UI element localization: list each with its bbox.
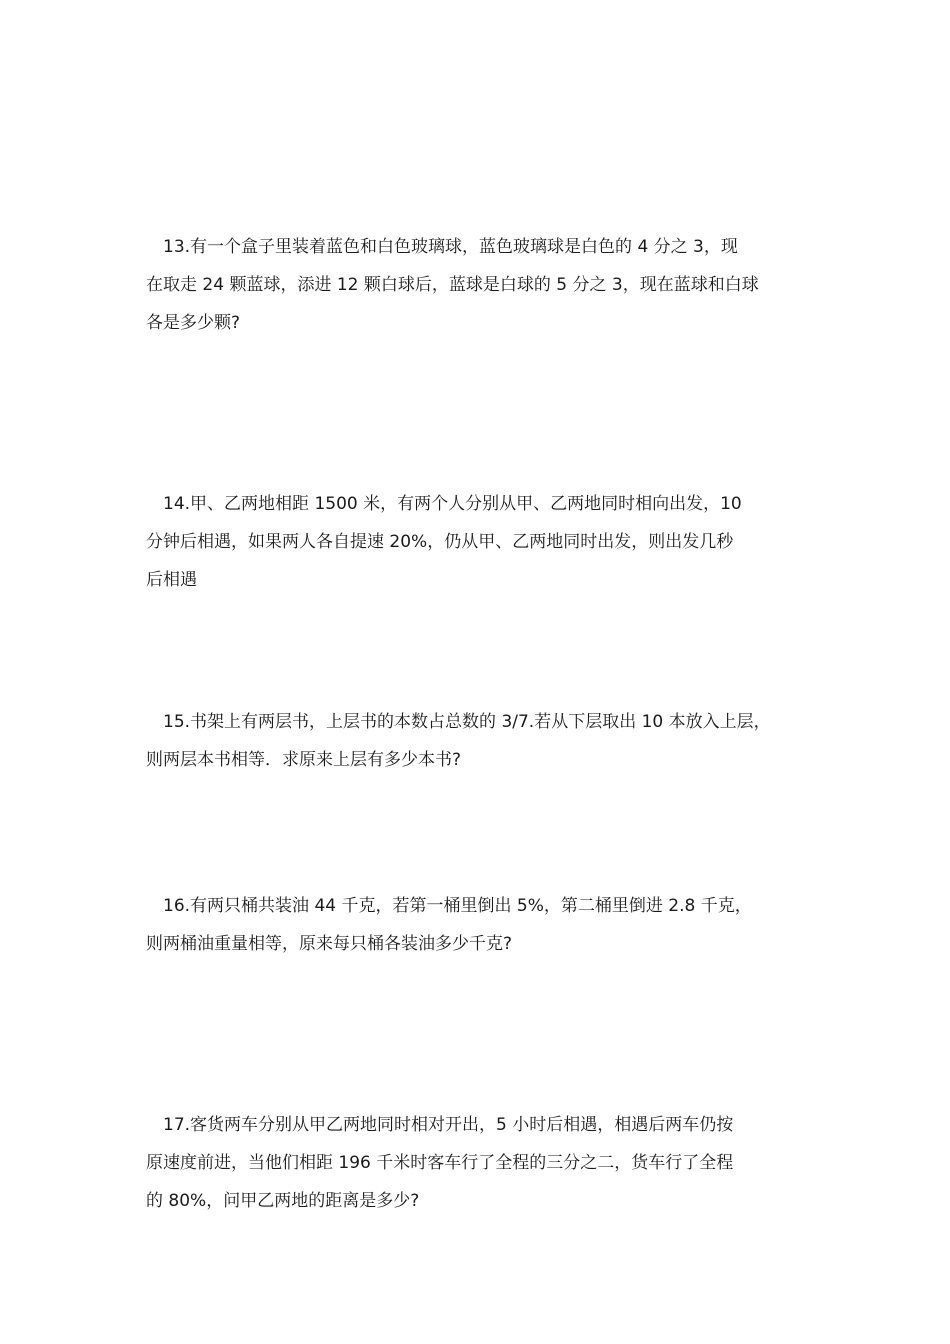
problem-14: [146, 485, 826, 599]
problem-13-line-1: 13.有一个盒子里装着蓝色和白色玻璃球，蓝色玻璃球是白色的 4 分之 3，现: [163, 237, 738, 257]
problem-17: [146, 1106, 826, 1220]
problem-15: [146, 703, 826, 779]
problem-16: [146, 887, 826, 963]
problem-14-line-1: 14.甲、乙两地相距 1500 米，有两个人分别从甲、乙两地同时相向出发，10: [163, 494, 742, 514]
problem-14-line-3: 后相遇: [146, 570, 197, 590]
problem-17-line-3: 的 80%，问甲乙两地的距离是多少?: [146, 1191, 420, 1211]
problem-13: [146, 228, 826, 342]
problem-13-line-3: 各是多少颗?: [146, 313, 241, 333]
problem-14-line-2: 分钟后相遇，如果两人各自提速 20%，仍从甲、乙两地同时出发，则出发几秒: [146, 532, 734, 552]
problem-17-line-1: 17.客货两车分别从甲乙两地同时相对开出，5 小时后相遇，相遇后两车仍按: [163, 1115, 734, 1135]
problem-16-line-2: 则两桶油重量相等，原来每只桶各装油多少千克?: [146, 934, 513, 954]
problem-17-line-2: 原速度前进，当他们相距 196 千米时客车行了全程的三分之二，货车行了全程: [146, 1153, 734, 1173]
problem-15-line-2: 则两层本书相等．求原来上层有多少本书?: [146, 750, 462, 770]
problem-13-line-2: 在取走 24 颗蓝球，添进 12 颗白球后，蓝球是白球的 5 分之 3，现在蓝球和白球: [146, 275, 759, 295]
problem-15-line-1: 15.书架上有两层书，上层书的本数占总数的 3/7.若从下层取出 10 本放入上层，: [163, 712, 771, 732]
problem-16-line-1: 16.有两只桶共装油 44 千克，若第一桶里倒出 5%，第二桶里倒进 2.8 千克，: [163, 896, 752, 916]
